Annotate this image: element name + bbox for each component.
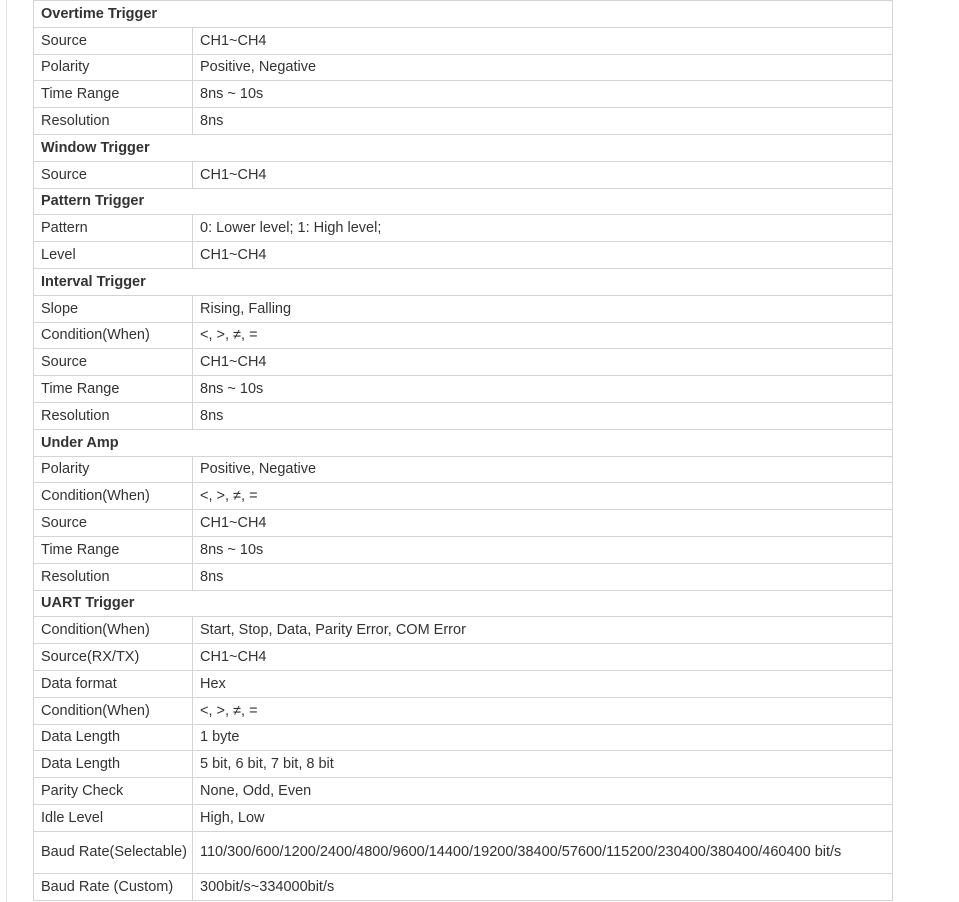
trigger-spec-table [33, 0, 893, 901]
spec-value: Positive, Negative [193, 54, 893, 81]
spec-value: 8ns ~ 10s [193, 376, 893, 403]
spec-value: 110/300/600/1200/2400/4800/9600/14400/19200/38400/57600/115200/230400/380400/460400 bit/s [193, 831, 893, 873]
section-header-row [34, 134, 893, 161]
spec-label: Condition(When) [34, 322, 193, 349]
spec-label: Data Length [34, 751, 193, 778]
spec-label: Source [34, 349, 193, 376]
spec-value: <, >, ≠, = [193, 322, 893, 349]
spec-label: Source(RX/TX) [34, 644, 193, 671]
spec-value: CH1~CH4 [193, 27, 893, 54]
table-row [34, 295, 893, 322]
spec-value: Start, Stop, Data, Parity Error, COM Error [193, 617, 893, 644]
spec-label: Baud Rate (Custom) [34, 873, 193, 900]
spec-label: Source [34, 161, 193, 188]
spec-label: Slope [34, 295, 193, 322]
table-row [34, 670, 893, 697]
section-header-row [34, 268, 893, 295]
spec-label: Source [34, 510, 193, 537]
spec-value: CH1~CH4 [193, 161, 893, 188]
table-row [34, 54, 893, 81]
spec-value: CH1~CH4 [193, 644, 893, 671]
spec-label: Data format [34, 670, 193, 697]
spec-label: Resolution [34, 402, 193, 429]
table-row [34, 873, 893, 900]
spec-value: Hex [193, 670, 893, 697]
table-row [34, 402, 893, 429]
table-row [34, 644, 893, 671]
table-row [34, 483, 893, 510]
spec-label: Condition(When) [34, 697, 193, 724]
table-row [34, 161, 893, 188]
spec-value: Rising, Falling [193, 295, 893, 322]
section-header-row [34, 188, 893, 215]
spec-value: <, >, ≠, = [193, 697, 893, 724]
spec-label: Pattern [34, 215, 193, 242]
spec-value: CH1~CH4 [193, 510, 893, 537]
table-row [34, 724, 893, 751]
table-row [34, 536, 893, 563]
section-title: Overtime Trigger [34, 1, 893, 28]
spec-value: <, >, ≠, = [193, 483, 893, 510]
section-header-row [34, 590, 893, 617]
spec-value: CH1~CH4 [193, 242, 893, 269]
table-row [34, 242, 893, 269]
table-row [34, 751, 893, 778]
table-row [34, 510, 893, 537]
spec-label: Level [34, 242, 193, 269]
spec-label: Condition(When) [34, 483, 193, 510]
table-row [34, 322, 893, 349]
spec-label: Resolution [34, 563, 193, 590]
left-divider [6, 0, 7, 902]
section-header-row [34, 1, 893, 28]
spec-label: Parity Check [34, 778, 193, 805]
spec-value: 1 byte [193, 724, 893, 751]
section-title: Window Trigger [34, 134, 893, 161]
spec-value: 8ns [193, 402, 893, 429]
table-row [34, 563, 893, 590]
table-row [34, 376, 893, 403]
spec-label: Polarity [34, 54, 193, 81]
spec-value: 8ns ~ 10s [193, 536, 893, 563]
table-row [34, 617, 893, 644]
table-row [34, 215, 893, 242]
table-row [34, 778, 893, 805]
table-row [34, 349, 893, 376]
spec-label: Data Length [34, 724, 193, 751]
table-row [34, 456, 893, 483]
spec-value: Positive, Negative [193, 456, 893, 483]
spec-value: 8ns [193, 563, 893, 590]
spec-label: Polarity [34, 456, 193, 483]
spec-label: Time Range [34, 81, 193, 108]
table-row [34, 81, 893, 108]
table-row [34, 27, 893, 54]
spec-value: 8ns ~ 10s [193, 81, 893, 108]
table-row [34, 697, 893, 724]
table-row [34, 804, 893, 831]
spec-label: Time Range [34, 376, 193, 403]
section-title: Pattern Trigger [34, 188, 893, 215]
spec-value: High, Low [193, 804, 893, 831]
spec-value: None, Odd, Even [193, 778, 893, 805]
section-header-row [34, 429, 893, 456]
spec-label: Condition(When) [34, 617, 193, 644]
spec-value: 8ns [193, 108, 893, 135]
spec-value: 300bit/s~334000bit/s [193, 873, 893, 900]
spec-value: 0: Lower level; 1: High level; [193, 215, 893, 242]
table-row [34, 831, 893, 873]
section-title: UART Trigger [34, 590, 893, 617]
spec-label: Resolution [34, 108, 193, 135]
table-row [34, 108, 893, 135]
spec-label: Source [34, 27, 193, 54]
spec-label: Idle Level [34, 804, 193, 831]
spec-label: Time Range [34, 536, 193, 563]
spec-value: CH1~CH4 [193, 349, 893, 376]
section-title: Under Amp [34, 429, 893, 456]
section-title: Interval Trigger [34, 268, 893, 295]
spec-label: Baud Rate(Selectable) [34, 831, 193, 873]
spec-value: 5 bit, 6 bit, 7 bit, 8 bit [193, 751, 893, 778]
